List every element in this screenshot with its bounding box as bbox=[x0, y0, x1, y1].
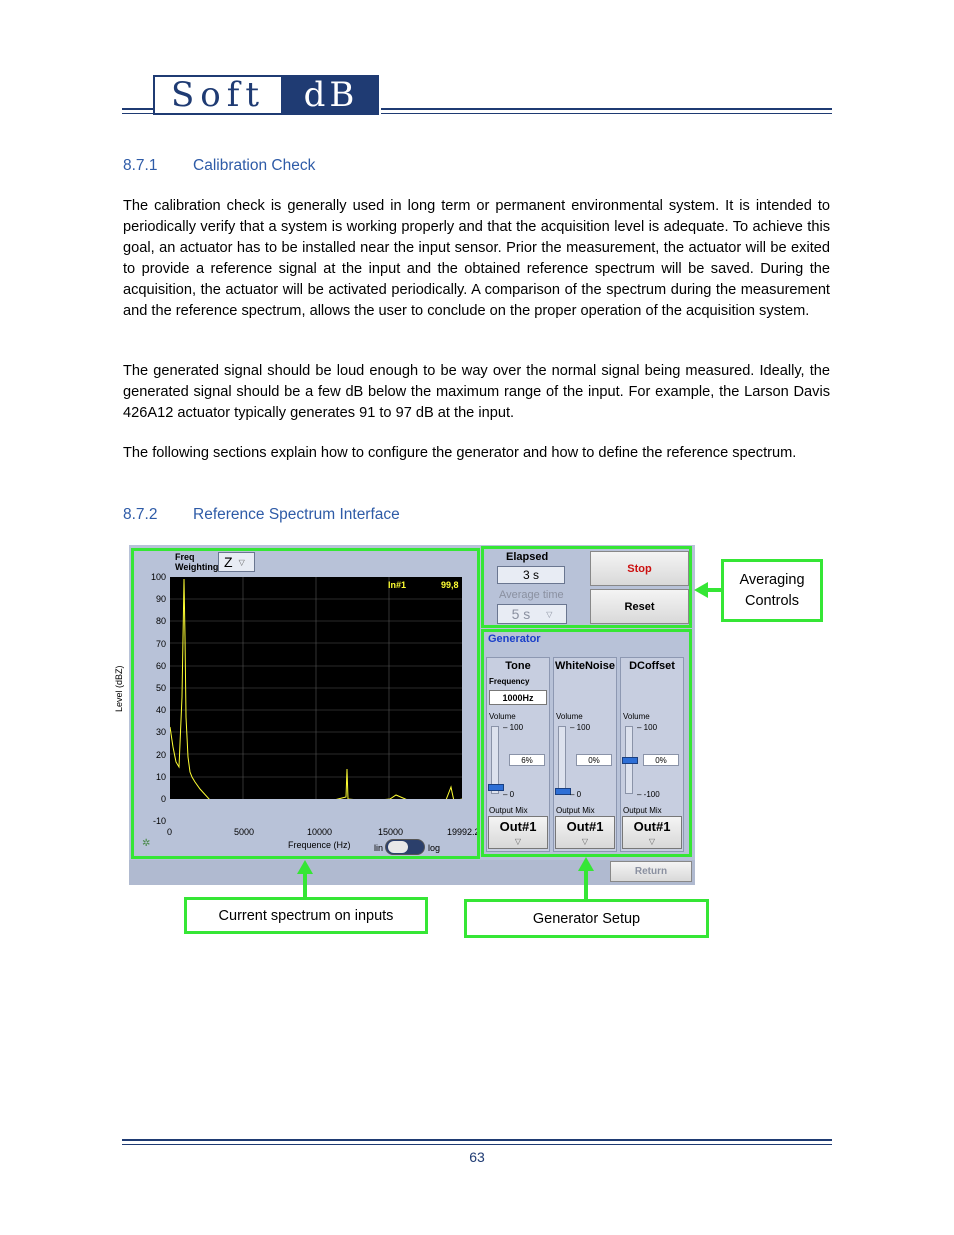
stop-button[interactable]: Stop bbox=[590, 551, 689, 586]
footer-rule bbox=[122, 1139, 832, 1141]
y-tick-label: 80 bbox=[155, 616, 166, 627]
output-mix-select[interactable]: Out#1 ▽ bbox=[555, 816, 615, 849]
volume-label: Volume bbox=[489, 712, 516, 721]
log-label: log bbox=[428, 843, 441, 853]
y-tick-label: 50 bbox=[155, 683, 166, 693]
section-number: 8.7.1 bbox=[123, 157, 158, 174]
x-tick-label: 5000 bbox=[234, 827, 255, 837]
y-axis-label: Level (dBZ) bbox=[114, 665, 124, 712]
paragraph-1: The calibration check is generally used in long term or permanent environmental system. It is intended to periodically verify that a system is working properly and that the acquisition level is adequate. To achieve this goal, an actuator has to be installed near the input sensor. Prior the measurement, the actuator will be exited to provide a reference signal at the input and the obtained reference spectrum will be saved. During the acquisition, the actuator will be activated periodically. A comparison of the spectrum during the measurement and the reference spectrum, allows the user to conclude on the proper operation of the acquisition system. bbox=[123, 198, 830, 319]
y-tick-label: 100 bbox=[150, 572, 166, 582]
y-tick-label: 40 bbox=[155, 705, 166, 716]
x-tick-label: 10000 bbox=[307, 827, 333, 837]
elapsed-label: Elapsed bbox=[506, 551, 549, 563]
chevron-down-icon: ▽ bbox=[546, 609, 553, 619]
x-axis-label: Frequence (Hz) bbox=[288, 840, 351, 850]
generator-setup-callout: Generator Setup bbox=[464, 899, 709, 938]
generator-column-title: DCoffset bbox=[629, 660, 675, 672]
output-mix-label: Output Mix bbox=[489, 806, 528, 815]
spectrum-arrow bbox=[303, 873, 307, 897]
x-tick-label: 0 bbox=[167, 827, 173, 837]
chevron-down-icon: ▽ bbox=[648, 837, 656, 846]
plot-channel-label: In#1 bbox=[388, 580, 407, 590]
section-title: Calibration Check bbox=[193, 157, 316, 174]
y-tick-label: 90 bbox=[155, 594, 166, 605]
generator-label: Generator bbox=[488, 633, 541, 645]
volume-min-label: – 0 bbox=[503, 790, 515, 799]
y-tick-label: 20 bbox=[155, 749, 166, 760]
volume-max-label: – 100 bbox=[570, 723, 591, 732]
elapsed-field: 3 s bbox=[497, 566, 565, 584]
lin-label: lin bbox=[374, 843, 384, 853]
header-rule-left-thin bbox=[122, 113, 154, 114]
weighting-label: Weighting bbox=[175, 562, 219, 572]
volume-max-label: – 100 bbox=[503, 723, 524, 732]
settings-icon[interactable]: ✲ bbox=[142, 838, 151, 849]
volume-value-field: 0% bbox=[576, 754, 612, 766]
section-title: Reference Spectrum Interface bbox=[193, 506, 400, 523]
softdb-logo bbox=[153, 75, 379, 119]
plot-value-label: 99,8 bbox=[441, 580, 459, 590]
current-spectrum-highlight bbox=[131, 548, 480, 859]
generator-column-title: WhiteNoise bbox=[555, 660, 615, 672]
volume-min-label: – 0 bbox=[570, 790, 582, 799]
current-spectrum-callout: Current spectrum on inputs bbox=[184, 897, 428, 934]
logo-soft-text: Soft bbox=[153, 75, 283, 115]
y-tick-label: 70 bbox=[155, 638, 166, 649]
volume-label: Volume bbox=[556, 712, 583, 721]
output-mix-label: Output Mix bbox=[556, 806, 595, 815]
output-mix-select[interactable]: Out#1 ▽ bbox=[488, 816, 548, 849]
generator-highlight bbox=[481, 629, 692, 857]
logo-db-text: dB bbox=[283, 75, 379, 115]
y-tick-label: -10 bbox=[152, 816, 166, 827]
volume-label: Volume bbox=[623, 712, 650, 721]
reset-button[interactable]: Reset bbox=[590, 589, 689, 624]
spectrum-arrowhead bbox=[297, 860, 313, 874]
averaging-arrowhead bbox=[694, 582, 708, 598]
section-heading-872 bbox=[123, 506, 400, 524]
x-tick-label: 15000 bbox=[378, 827, 404, 837]
generator-arrow bbox=[584, 870, 588, 899]
averaging-highlight bbox=[481, 546, 692, 628]
header-rule-right-thin bbox=[381, 113, 832, 114]
return-button[interactable]: Return bbox=[610, 861, 692, 882]
paragraph-3: The following sections explain how to configure the generator and how to define the reference spectrum. bbox=[123, 445, 797, 461]
chevron-down-icon: ▽ bbox=[581, 837, 589, 846]
averaging-arrow bbox=[708, 588, 721, 592]
freq-weighting-value: Z bbox=[224, 554, 233, 570]
footer-rule-thin bbox=[122, 1144, 832, 1145]
average-time-value: 5 s bbox=[511, 606, 531, 622]
generator-arrowhead bbox=[578, 857, 594, 871]
y-tick-label: 10 bbox=[155, 771, 166, 782]
frequency-input[interactable]: 1000Hz bbox=[489, 690, 547, 705]
y-tick-label: 0 bbox=[160, 794, 166, 804]
output-mix-label: Output Mix bbox=[623, 806, 662, 815]
x-tick-label: 19992.2 bbox=[447, 827, 480, 837]
average-time-label: Average time bbox=[499, 589, 564, 601]
chevron-down-icon: ▽ bbox=[514, 837, 522, 846]
page-number: 63 bbox=[469, 1149, 485, 1165]
header-rule-left bbox=[122, 108, 154, 110]
averaging-controls-callout: Averaging Controls bbox=[721, 559, 823, 622]
y-tick-label: 30 bbox=[155, 727, 166, 738]
paragraph-2: The generated signal should be loud enough to be way over the normal signal being measured. Ideally, the generated signal should be a few dB below the maximum range of the input. For example, the Larson Davis 426A12 actuator typically generates 91 to 97 dB at the input. bbox=[123, 363, 830, 421]
y-tick-label: 60 bbox=[155, 660, 166, 671]
output-mix-select[interactable]: Out#1 ▽ bbox=[622, 816, 682, 849]
volume-value-field: 6% bbox=[509, 754, 545, 766]
freq-label: Freq bbox=[175, 552, 195, 562]
header-rule-right bbox=[381, 108, 832, 110]
section-number: 8.7.2 bbox=[123, 506, 158, 523]
volume-value-field: 0% bbox=[643, 754, 679, 766]
volume-max-label: – 100 bbox=[637, 723, 658, 732]
generator-column-title: Tone bbox=[505, 660, 531, 672]
volume-min-label: – -100 bbox=[637, 790, 660, 799]
section-heading-871 bbox=[123, 157, 315, 175]
chevron-down-icon: ▽ bbox=[238, 557, 245, 567]
frequency-label: Frequency bbox=[489, 677, 530, 686]
